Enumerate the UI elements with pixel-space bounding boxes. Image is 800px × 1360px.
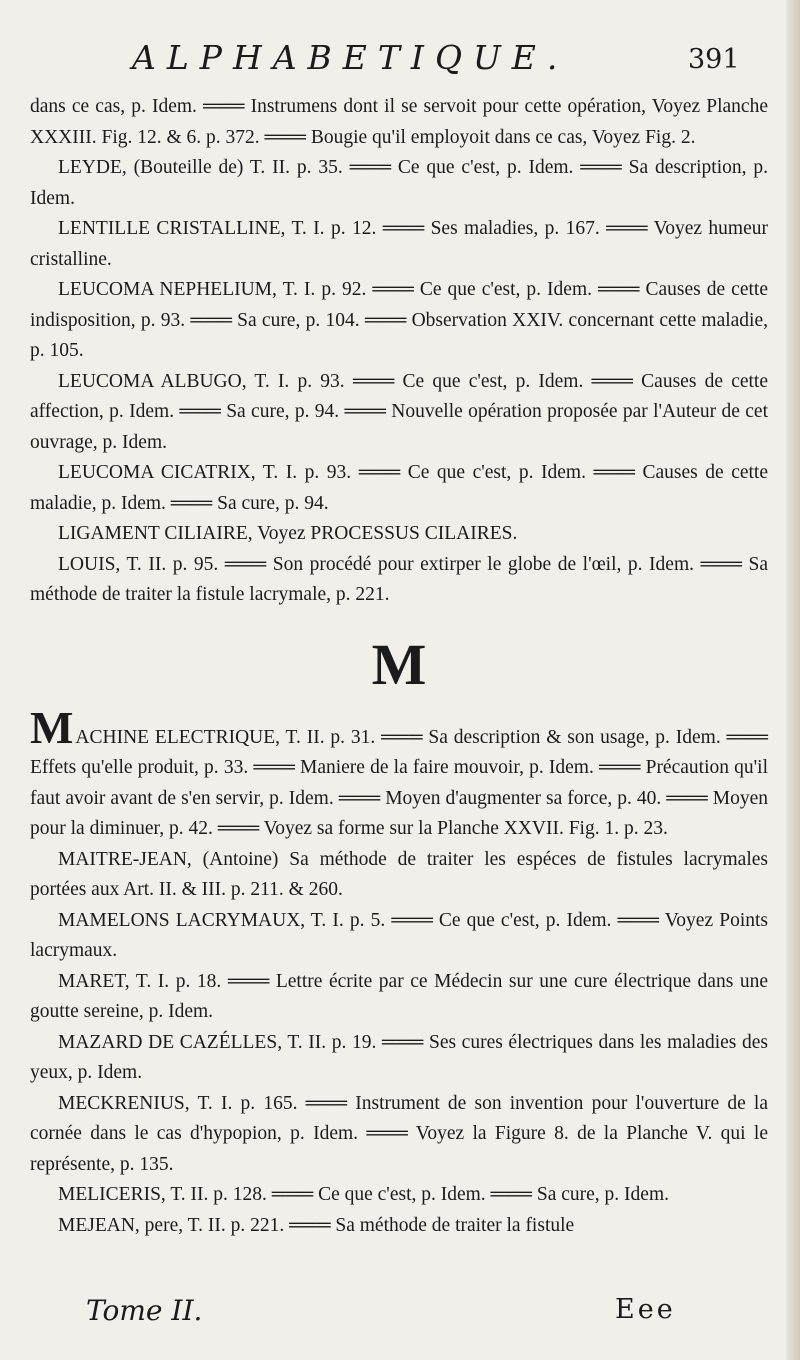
index-entry — [30, 1180, 768, 1211]
index-entry — [30, 458, 768, 519]
index-entry — [30, 92, 768, 153]
signature-mark: Eee — [615, 1294, 676, 1325]
index-entry-text: MELICERIS, T. II. p. 128. ═══ Ce que c'est, p. Idem. ═══ Sa cure, p. Idem. — [58, 1184, 669, 1205]
index-entry-text: LENTILLE CRISTALLINE, T. I. p. 12. ═══ Ses maladies, p. 167. ═══ Voyez humeur cristalline. — [30, 218, 768, 270]
index-entry-text: LEYDE, (Bouteille de) T. II. p. 35. ═══ Ce que c'est, p. Idem. ═══ Sa description, p. Idem. — [30, 157, 768, 209]
index-entry-text: MEJEAN, pere, T. II. p. 221. ═══ Sa méthode de traiter la fistule — [58, 1214, 575, 1236]
index-entry-text: MAITRE-JEAN, (Antoine) Sa méthode de traiter les espéces de fistules lacrymales portées aux Art. II. & III. p. 211. & 260. — [30, 848, 768, 900]
index-entry — [30, 214, 768, 275]
index-entry-text: LOUIS, T. II. p. 95. ═══ Son procédé pour extirper le globe de l'œil, p. Idem. ═══ Sa méthode de traiter la fistule lacrymale, p. 221. — [30, 553, 768, 605]
index-entry — [30, 367, 768, 459]
index-entry-text: ACHINE ELECTRIQUE, T. II. p. 31. ═══ Sa description & son usage, p. Idem. ═══ Effets qu'elle produit, p. 33. ═══ Maniere de la faire mouvoir, p. Idem. ═══ Précaution qu'il faut avoir avant de s'en servir, p. Idem. ═══ Moyen d'augmenter sa force, p. 40. ═══ Moyen pour la diminuer, p. 42. ═══ Voyez sa forme sur la Planche XXVII. Fig. 1. p. 23. — [30, 726, 768, 839]
page-header — [0, 38, 800, 88]
index-entry-text: LEUCOMA ALBUGO, T. I. p. 93. ═══ Ce que c'est, p. Idem. ═══ Causes de cette affection, p. Idem. ═══ Sa cure, p. 94. ═══ Nouvelle opération proposée par l'Auteur de cet ouvrage, p. Idem. — [30, 370, 768, 453]
index-entry — [30, 1089, 768, 1181]
index-entry — [30, 519, 768, 550]
index-entry-text: LIGAMENT CILIAIRE, Voyez PROCESSUS CILAIRES. — [58, 523, 518, 544]
running-title: ALPHABETIQUE. — [132, 38, 569, 77]
drop-cap: M — [30, 701, 74, 753]
section-letter-heading: M — [371, 631, 427, 697]
page-number: 391 — [688, 44, 740, 75]
index-entry — [30, 153, 768, 214]
index-entry-text: LEUCOMA CICATRIX, T. I. p. 93. ═══ Ce que c'est, p. Idem. ═══ Causes de cette maladie, p. Idem. ═══ Sa cure, p. 94. — [30, 462, 768, 514]
index-entry — [30, 550, 768, 611]
index-entry — [30, 845, 768, 906]
page-gutter-shadow — [786, 0, 800, 1360]
index-entry-text: MAZARD DE CAZÉLLES, T. II. p. 19. ═══ Ses cures électriques dans les maladies des yeux, p. Idem. — [30, 1031, 768, 1083]
volume-label: Tome II. — [86, 1294, 203, 1327]
alphabetical-index — [30, 92, 768, 1241]
index-entry-text: MAMELONS LACRYMAUX, T. I. p. 5. ═══ Ce que c'est, p. Idem. ═══ Voyez Points lacrymaux. — [30, 909, 768, 961]
index-entry — [30, 1028, 768, 1089]
index-entry-text: LEUCOMA NEPHELIUM, T. I. p. 92. ═══ Ce que c'est, p. Idem. ═══ Causes de cette indisposition, p. 93. ═══ Sa cure, p. 104. ═══ Observation XXIV. concernant cette maladie, p. 105. — [30, 279, 768, 361]
page-footer — [0, 1294, 800, 1340]
index-entry-text: dans ce cas, p. Idem. ═══ Instrumens dont il se servoit pour cette opération, Voyez Planche XXXIII. Fig. 12. & 6. p. 372. ═══ Bougie qu'il employoit dans ce cas, Voyez Fig. 2. — [30, 96, 768, 148]
index-entry — [30, 1211, 768, 1242]
index-entry — [30, 275, 768, 367]
index-entry-text: MECKRENIUS, T. I. p. 165. ═══ Instrument de son invention pour l'ouverture de la cornée dans le cas d'hypopion, p. Idem. ═══ Voyez la Figure 8. de la Planche V. qui le représente, p. 135. — [30, 1092, 768, 1175]
index-entry-text: MARET, T. I. p. 18. ═══ Lettre écrite par ce Médecin sur une cure électrique dans une goutte sereine, p. Idem. — [30, 970, 768, 1022]
index-entry — [30, 906, 768, 967]
index-entry — [30, 701, 768, 845]
index-entry — [30, 967, 768, 1028]
